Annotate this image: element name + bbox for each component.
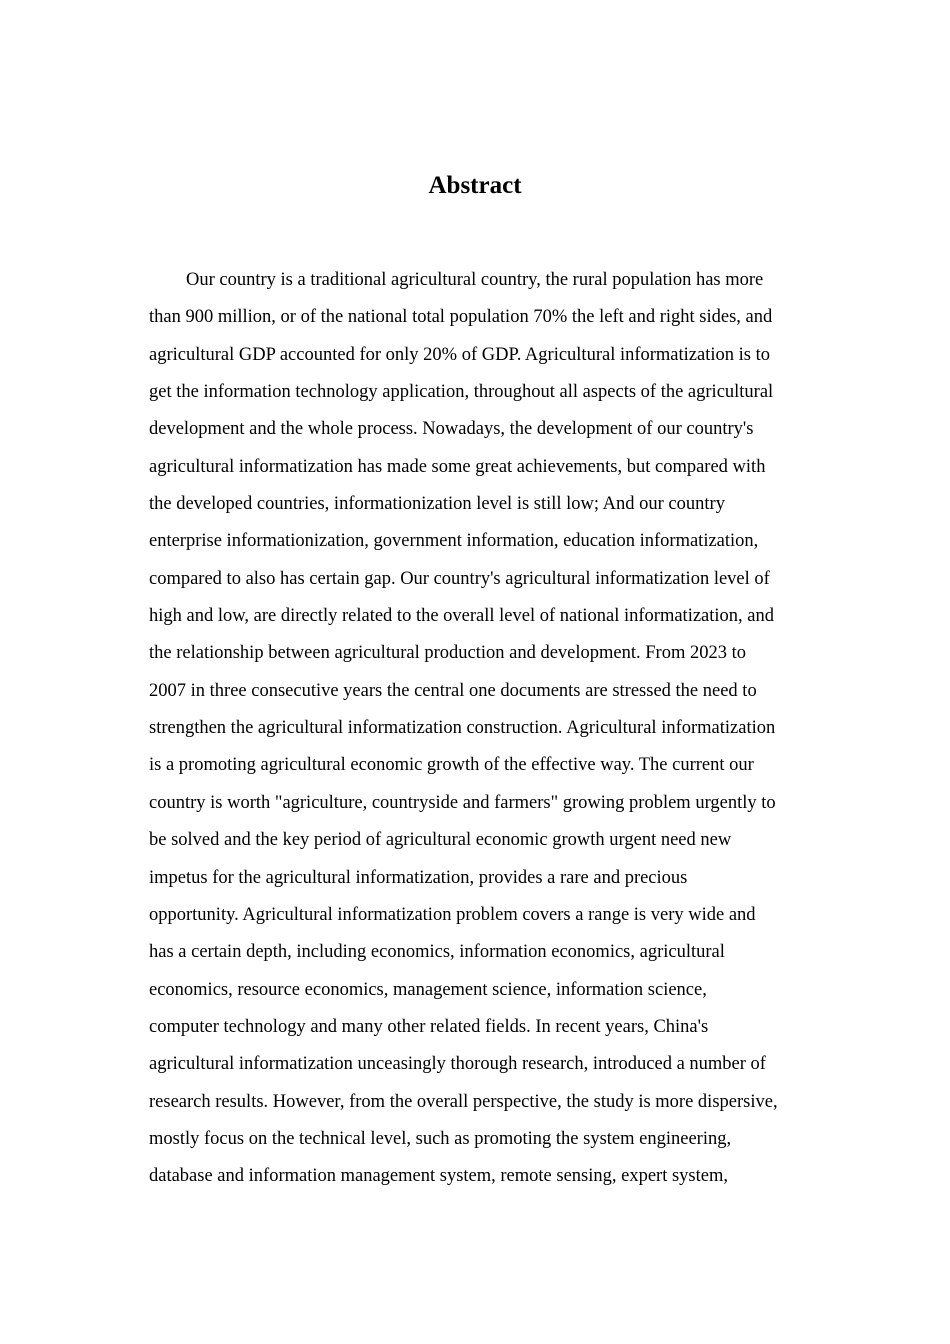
paragraph-line: get the information technology application, throughout all aspects of the agricultural: [149, 382, 774, 403]
paragraph-line: strengthen the agricultural informatization construction. Agricultural informatization: [149, 718, 776, 739]
paragraph-line: agricultural informatization unceasingly thorough research, introduced a number of: [149, 1054, 766, 1075]
paragraph-line: agricultural informatization has made some great achievements, but compared with: [149, 456, 766, 477]
paragraph-line: database and information management system, remote sensing, expert system,: [149, 1166, 728, 1187]
paragraph-line: mostly focus on the technical level, such as promoting the system engineering,: [149, 1128, 732, 1149]
paragraph-line: the relationship between agricultural production and development. From 2023 to: [149, 643, 746, 664]
paragraph-line: compared to also has certain gap. Our country's agricultural informatization level of: [149, 568, 770, 589]
abstract-paragraph: [149, 262, 814, 1196]
paragraph-line: country is worth "agriculture, countryside and farmers" growing problem urgently to: [149, 792, 776, 813]
paragraph-line: is a promoting agricultural economic growth of the effective way. The current our: [149, 755, 754, 776]
paragraph-line: impetus for the agricultural informatization, provides a rare and precious: [149, 867, 688, 888]
paragraph-line: research results. However, from the overall perspective, the study is more dispersive,: [149, 1091, 778, 1112]
paragraph-line: 2007 in three consecutive years the central one documents are stressed the need to: [149, 680, 757, 701]
paragraph-line: economics, resource economics, management science, information science,: [149, 979, 707, 1000]
page-title: Abstract: [428, 172, 522, 199]
paragraph-line: than 900 million, or of the national total population 70% the left and right sides, and: [149, 307, 773, 328]
paragraph-line: Our country is a traditional agricultural country, the rural population has more: [186, 270, 764, 290]
paragraph-line: the developed countries, informationization level is still low; And our country: [149, 494, 725, 515]
paragraph-line: agricultural GDP accounted for only 20% of GDP. Agricultural informatization is to: [149, 344, 770, 365]
paragraph-line: enterprise informationization, government information, education informatization,: [149, 531, 759, 552]
paragraph-line: computer technology and many other related fields. In recent years, China's: [149, 1016, 709, 1037]
paragraph-line: be solved and the key period of agricultural economic growth urgent need new: [149, 830, 732, 851]
paragraph-line: has a certain depth, including economics, information economics, agricultural: [149, 942, 725, 963]
paragraph-line: opportunity. Agricultural informatization problem covers a range is very wide and: [149, 904, 756, 925]
paragraph-line: high and low, are directly related to the overall level of national informatization, and: [149, 606, 774, 627]
paragraph-line: development and the whole process. Nowadays, the development of our country's: [149, 419, 754, 440]
